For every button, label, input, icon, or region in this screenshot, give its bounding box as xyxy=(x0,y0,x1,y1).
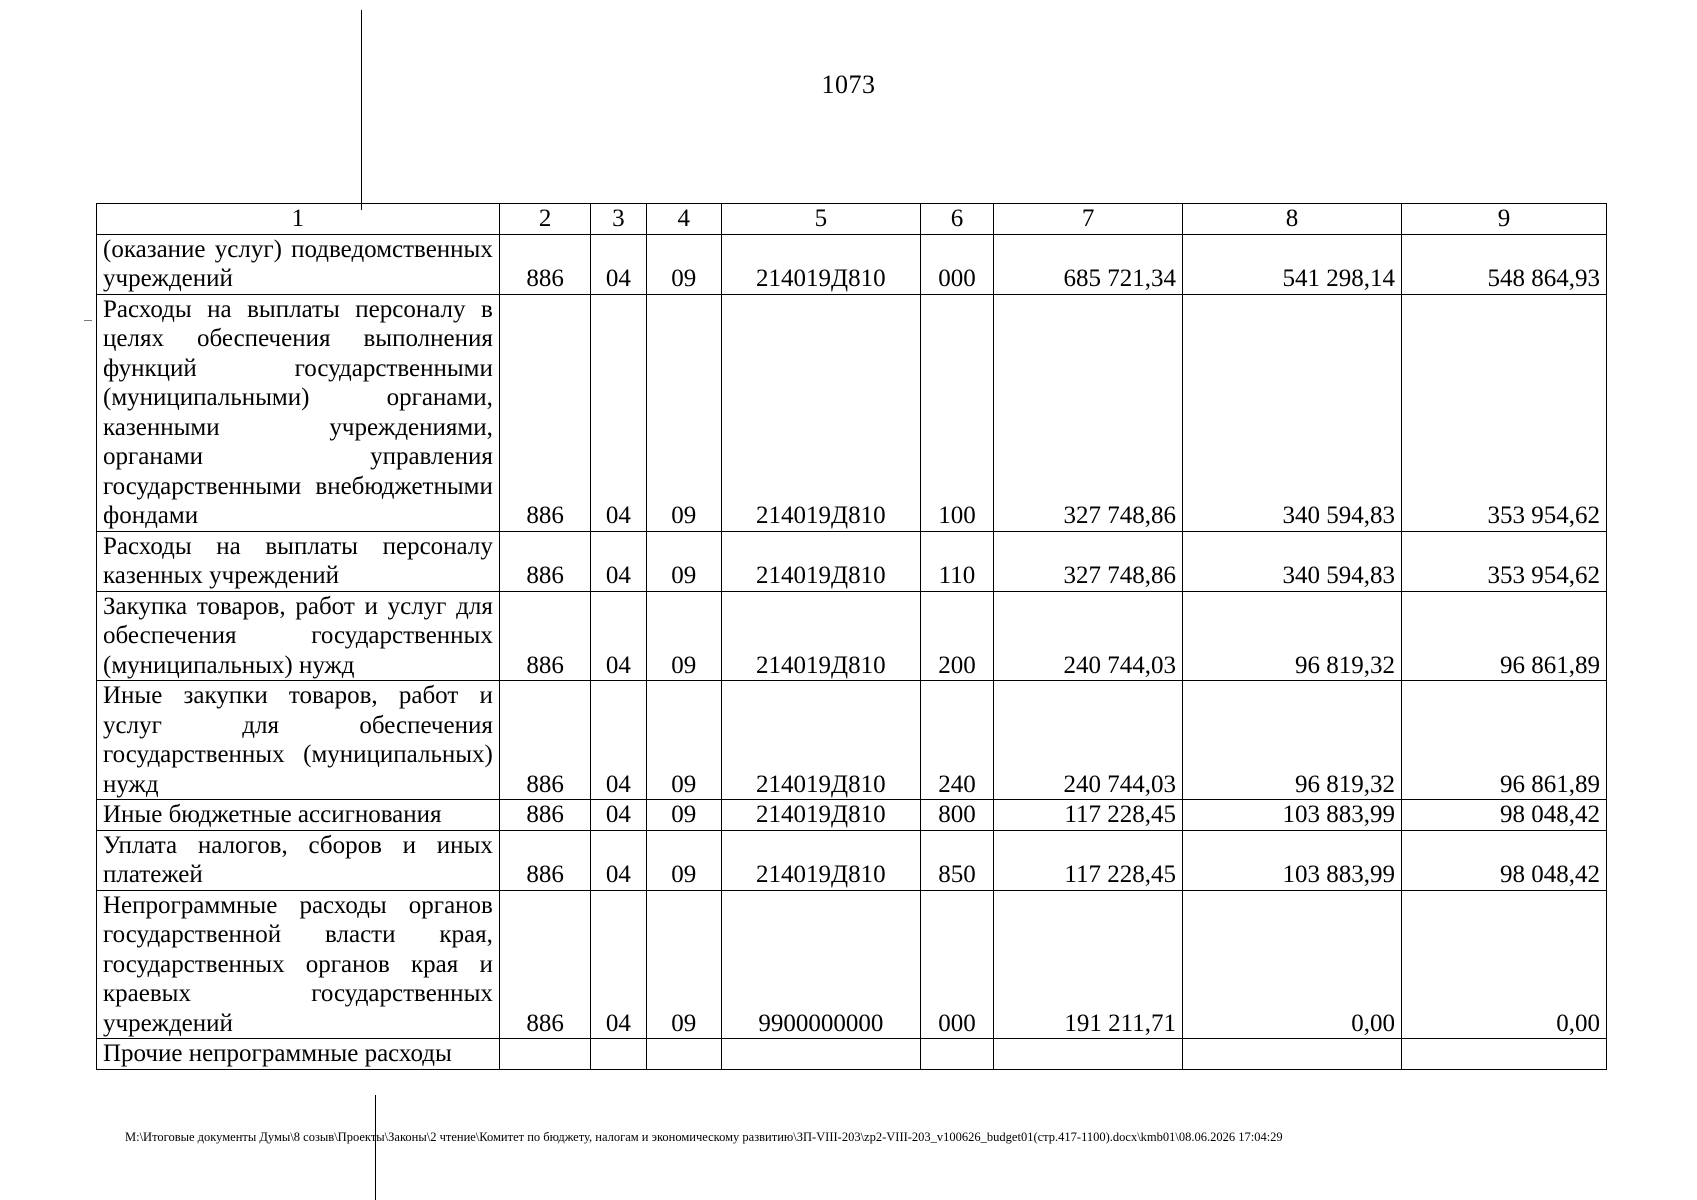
page-number: 1073 xyxy=(821,70,876,99)
row-amount-7: 117 228,45 xyxy=(994,830,1183,890)
header-row xyxy=(97,204,1607,235)
header-cell: 8 xyxy=(1183,204,1402,235)
row-amount-9: 98 048,42 xyxy=(1402,830,1607,890)
row-name: Иные закупки товаров, работ и услуг для обеспечения государственных (муниципальных) нужд xyxy=(97,681,500,800)
row-name: Уплата налогов, сборов и иных платежей xyxy=(97,830,500,890)
row-code-2: 886 xyxy=(499,591,590,681)
row-code-5: 214019Д810 xyxy=(721,830,920,890)
row-name: Расходы на выплаты персоналу казенных учреждений xyxy=(97,531,500,591)
header-cell: 7 xyxy=(994,204,1183,235)
row-amount-7: 327 748,86 xyxy=(994,531,1183,591)
row-code-3: 04 xyxy=(591,531,646,591)
row-code-4 xyxy=(646,1039,721,1070)
row-code-3 xyxy=(591,1039,646,1070)
row-amount-9: 548 864,93 xyxy=(1402,234,1607,294)
row-code-4: 09 xyxy=(646,830,721,890)
row-amount-7: 117 228,45 xyxy=(994,800,1183,831)
row-code-2: 886 xyxy=(499,294,590,531)
row-code-6: 800 xyxy=(920,800,993,831)
row-amount-9: 353 954,62 xyxy=(1402,531,1607,591)
row-code-4: 09 xyxy=(646,591,721,681)
row-code-5 xyxy=(721,1039,920,1070)
row-amount-9: 353 954,62 xyxy=(1402,294,1607,531)
row-code-2: 886 xyxy=(499,800,590,831)
row-name: Закупка товаров, работ и услуг для обеспечения государственных (муниципальных) нужд xyxy=(97,591,500,681)
row-code-3: 04 xyxy=(591,591,646,681)
row-code-2: 886 xyxy=(499,830,590,890)
row-amount-8 xyxy=(1183,1039,1402,1070)
table-row xyxy=(97,1039,1607,1070)
header-cell: 6 xyxy=(920,204,993,235)
row-code-5: 214019Д810 xyxy=(721,681,920,800)
row-code-4: 09 xyxy=(646,890,721,1039)
document-path-footer: M:\Итоговые документы Думы\8 созыв\Проекты\Законы\2 чтение\Комитет по бюджету, налогам и экономическому развитию\ЗП-VIII-203\zp2-VIII-203_v100626_budget01(стр.417-1100).docx\kmb01\08.06.2026 17:04:29 xyxy=(125,1130,1283,1144)
table-row xyxy=(97,591,1607,681)
table-row xyxy=(97,830,1607,890)
row-code-6: 000 xyxy=(920,234,993,294)
row-amount-9: 96 861,89 xyxy=(1402,681,1607,800)
row-code-3: 04 xyxy=(591,830,646,890)
row-code-6: 100 xyxy=(920,294,993,531)
row-code-4: 09 xyxy=(646,800,721,831)
row-name: (оказание услуг) подведомственных учреждений xyxy=(97,234,500,294)
scan-line-upper xyxy=(361,10,362,210)
row-code-3: 04 xyxy=(591,800,646,831)
row-amount-8: 0,00 xyxy=(1183,890,1402,1039)
row-amount-7: 685 721,34 xyxy=(994,234,1183,294)
row-amount-9: 0,00 xyxy=(1402,890,1607,1039)
row-name: Непрограммные расходы органов государственной власти края, государственных органов края и краевых государственных учреждений xyxy=(97,890,500,1039)
header-cell: 1 xyxy=(97,204,500,235)
row-amount-8: 103 883,99 xyxy=(1183,830,1402,890)
row-code-3: 04 xyxy=(591,294,646,531)
row-code-6: 200 xyxy=(920,591,993,681)
table-row xyxy=(97,294,1607,531)
row-code-6 xyxy=(920,1039,993,1070)
row-amount-7 xyxy=(994,1039,1183,1070)
row-code-2: 886 xyxy=(499,234,590,294)
budget-table xyxy=(96,203,1607,1070)
row-code-3: 04 xyxy=(591,234,646,294)
header-cell: 3 xyxy=(591,204,646,235)
row-name: Расходы на выплаты персоналу в целях обеспечения выполнения функций государственными (муниципальными) органами, казенными учреждениями, органами управления государственными внебюджетными фондами xyxy=(97,294,500,531)
row-amount-7: 327 748,86 xyxy=(994,294,1183,531)
row-amount-8: 96 819,32 xyxy=(1183,681,1402,800)
table-row xyxy=(97,890,1607,1039)
row-code-4: 09 xyxy=(646,234,721,294)
table-row xyxy=(97,800,1607,831)
row-code-2: 886 xyxy=(499,890,590,1039)
row-amount-7: 240 744,03 xyxy=(994,591,1183,681)
row-code-3: 04 xyxy=(591,890,646,1039)
row-code-3: 04 xyxy=(591,681,646,800)
row-code-5: 214019Д810 xyxy=(721,591,920,681)
row-code-4: 09 xyxy=(646,681,721,800)
row-amount-9 xyxy=(1402,1039,1607,1070)
row-amount-7: 240 744,03 xyxy=(994,681,1183,800)
table-row xyxy=(97,531,1607,591)
row-code-4: 09 xyxy=(646,531,721,591)
header-cell: 4 xyxy=(646,204,721,235)
row-code-6: 240 xyxy=(920,681,993,800)
row-code-5: 9900000000 xyxy=(721,890,920,1039)
row-amount-8: 340 594,83 xyxy=(1183,294,1402,531)
row-amount-8: 541 298,14 xyxy=(1183,234,1402,294)
row-amount-9: 98 048,42 xyxy=(1402,800,1607,831)
row-code-4: 09 xyxy=(646,294,721,531)
row-name: Иные бюджетные ассигнования xyxy=(97,800,500,831)
table-row xyxy=(97,234,1607,294)
table-row xyxy=(97,681,1607,800)
row-code-2 xyxy=(499,1039,590,1070)
row-code-6: 850 xyxy=(920,830,993,890)
row-code-5: 214019Д810 xyxy=(721,531,920,591)
row-code-6: 000 xyxy=(920,890,993,1039)
row-code-5: 214019Д810 xyxy=(721,294,920,531)
header-cell: 2 xyxy=(499,204,590,235)
scan-line-lower xyxy=(375,1095,376,1200)
row-code-5: 214019Д810 xyxy=(721,800,920,831)
row-code-6: 110 xyxy=(920,531,993,591)
row-code-2: 886 xyxy=(499,531,590,591)
row-amount-9: 96 861,89 xyxy=(1402,591,1607,681)
scan-mark xyxy=(84,320,92,321)
header-cell: 9 xyxy=(1402,204,1607,235)
header-cell: 5 xyxy=(721,204,920,235)
row-code-2: 886 xyxy=(499,681,590,800)
row-amount-7: 191 211,71 xyxy=(994,890,1183,1039)
row-code-5: 214019Д810 xyxy=(721,234,920,294)
row-amount-8: 96 819,32 xyxy=(1183,591,1402,681)
row-name: Прочие непрограммные расходы xyxy=(97,1039,500,1070)
row-amount-8: 103 883,99 xyxy=(1183,800,1402,831)
row-amount-8: 340 594,83 xyxy=(1183,531,1402,591)
